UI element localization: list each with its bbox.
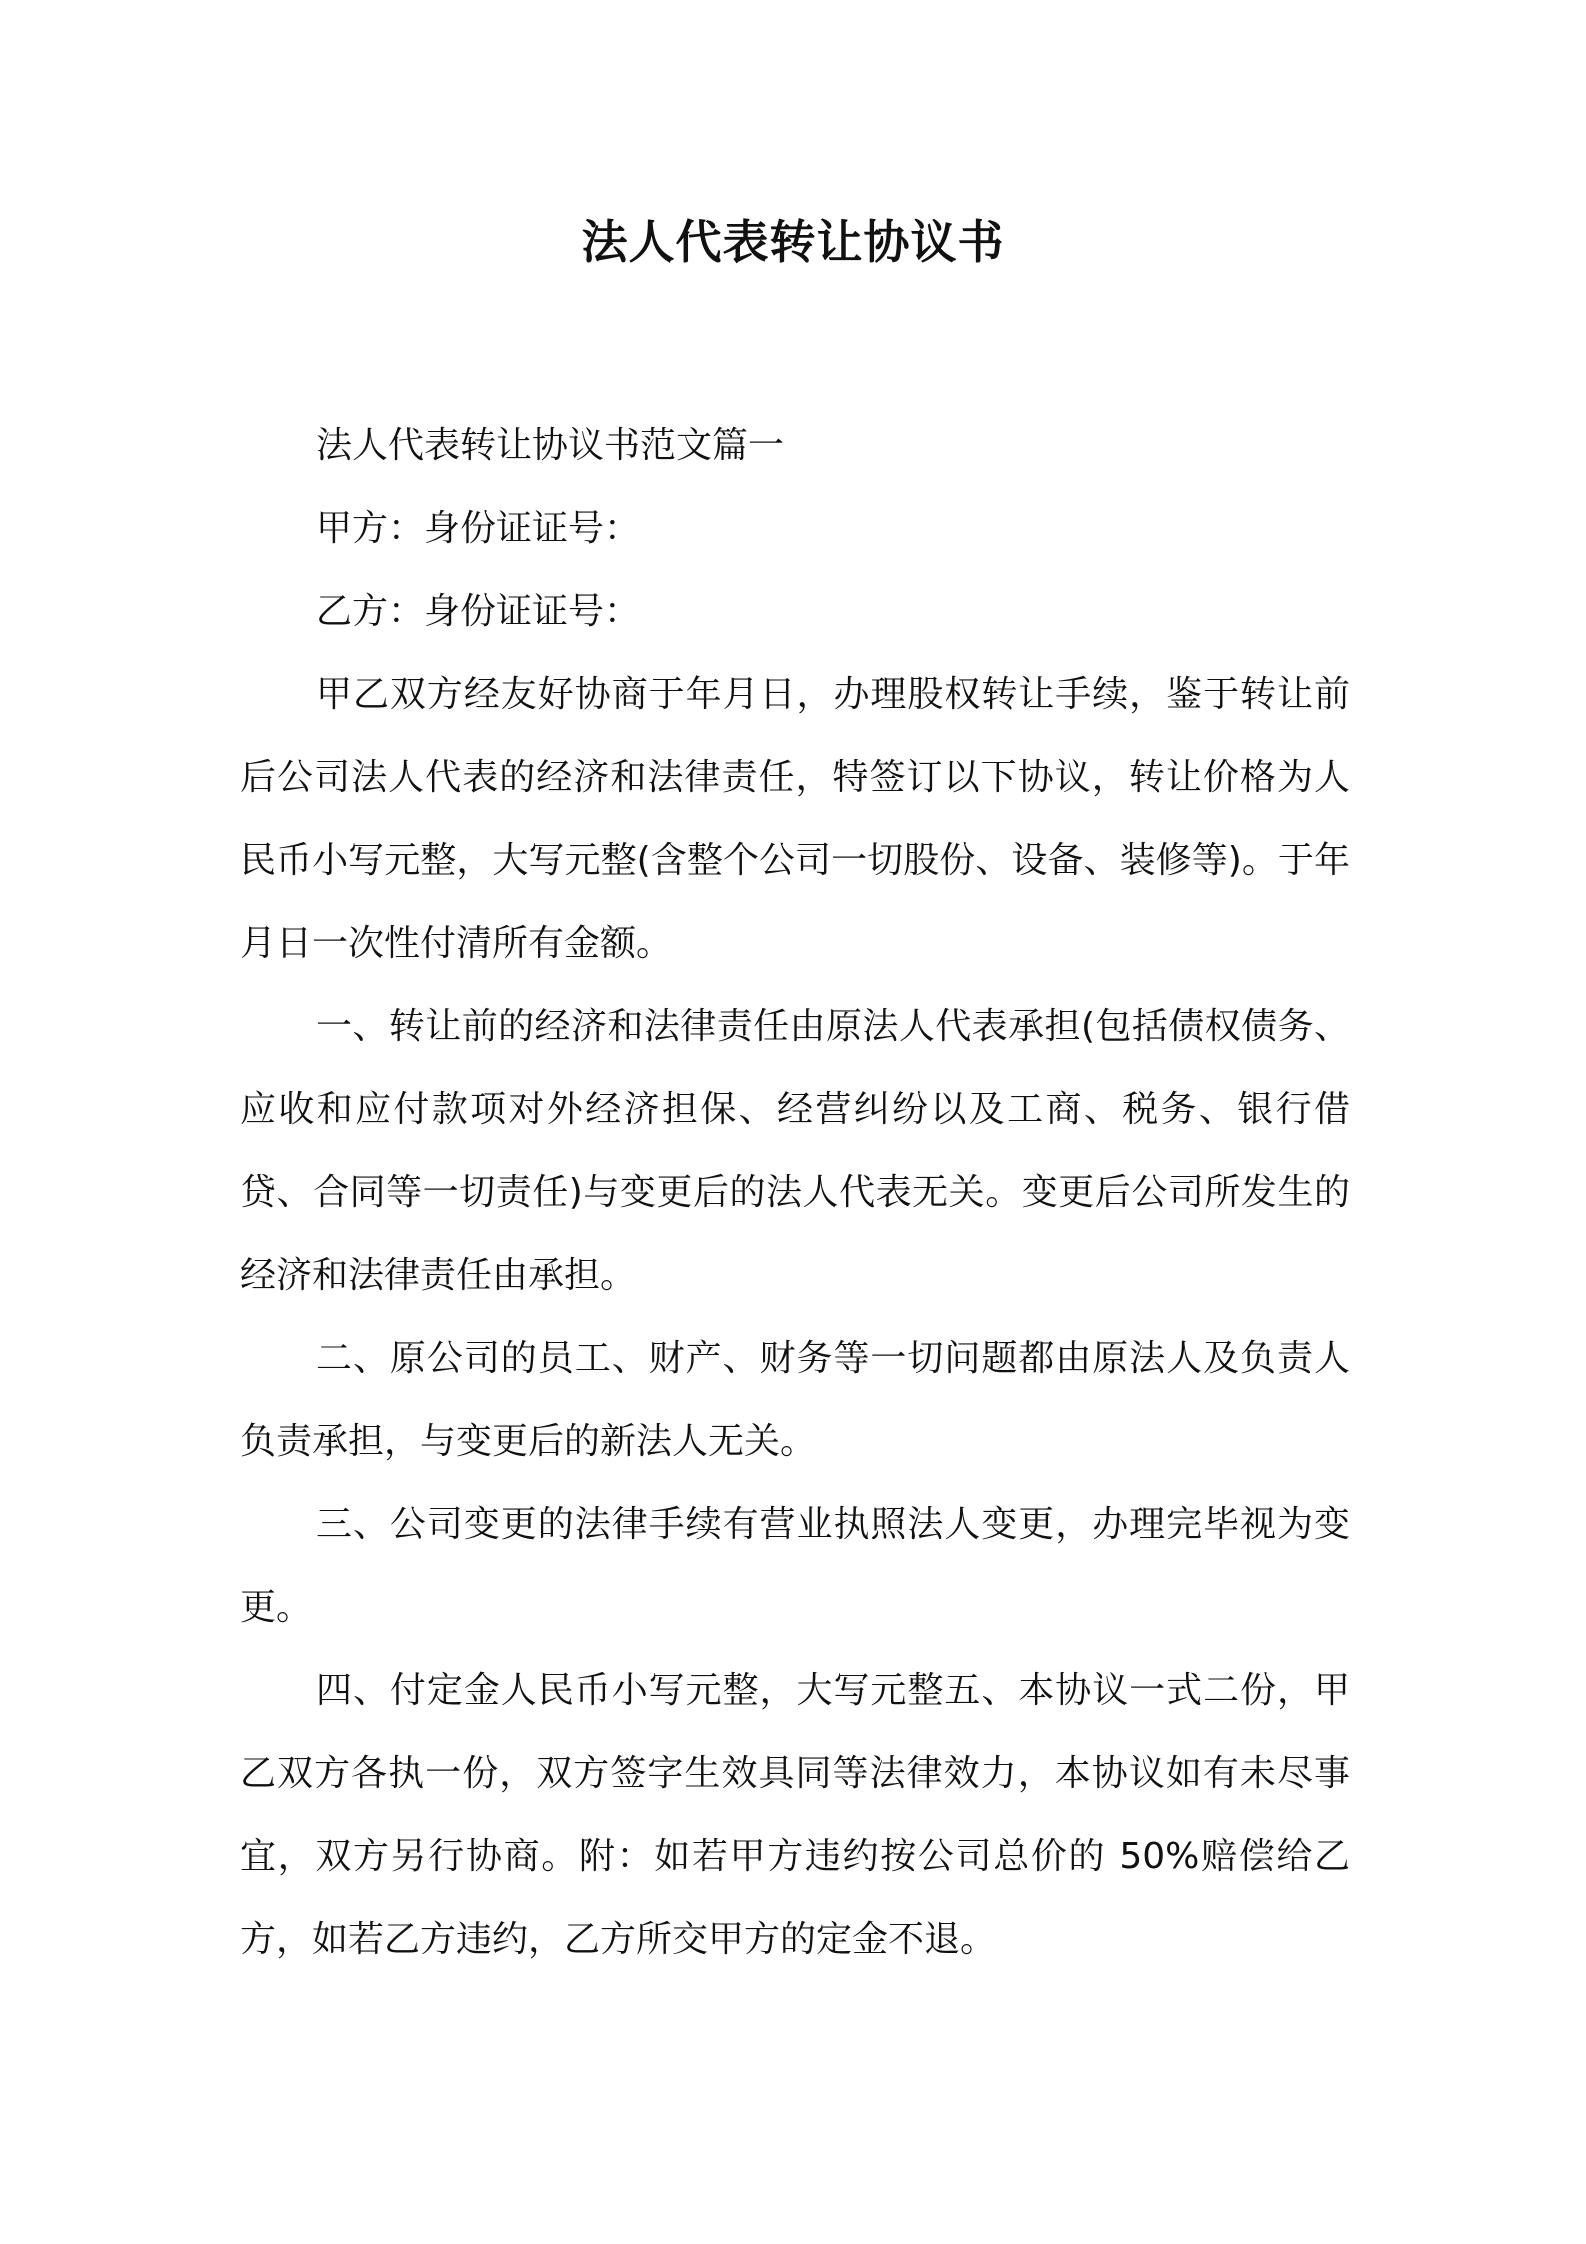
section-heading: 法人代表转让协议书范文篇一 [316, 425, 785, 466]
clause-1: 一、转让前的经济和法律责任由原法人代表承担(包括债权债务、应收和应付款项对外经济担保、经营纠纷以及工商、税务、银行借贷、合同等一切责任)与变更后的法人代表无关。变更后公司所发生的经济和法律责任由承担。 [240, 1006, 1350, 1296]
party-a-line: 甲方：身份证证号： [316, 508, 641, 549]
document-body [240, 404, 1350, 1981]
party-b-line: 乙方：身份证证号： [316, 591, 641, 632]
clause-2: 二、原公司的员工、财产、财务等一切问题都由原法人及负责人负责承担，与变更后的新法人无关。 [240, 1338, 1350, 1462]
clause-4: 四、付定金人民币小写元整，大写元整五、本协议一式二份，甲乙双方各执一份，双方签字生效具同等法律效力，本协议如有未尽事宜，双方另行协商。附：如若甲方违约按公司总价的 50%赔偿给乙方，如若乙方违约，乙方所交甲方的定金不退。 [240, 1670, 1350, 1960]
document-title: 法人代表转让协议书 [581, 215, 1005, 269]
clause-3: 三、公司变更的法律手续有营业执照法人变更，办理完毕视为变更。 [240, 1504, 1350, 1628]
preamble-paragraph: 甲乙双方经友好协商于年月日，办理股权转让手续，鉴于转让前后公司法人代表的经济和法律责任，特签订以下协议，转让价格为人民币小写元整，大写元整(含整个公司一切股份、设备、装修等)。于年月日一次性付清所有金额。 [240, 674, 1350, 964]
